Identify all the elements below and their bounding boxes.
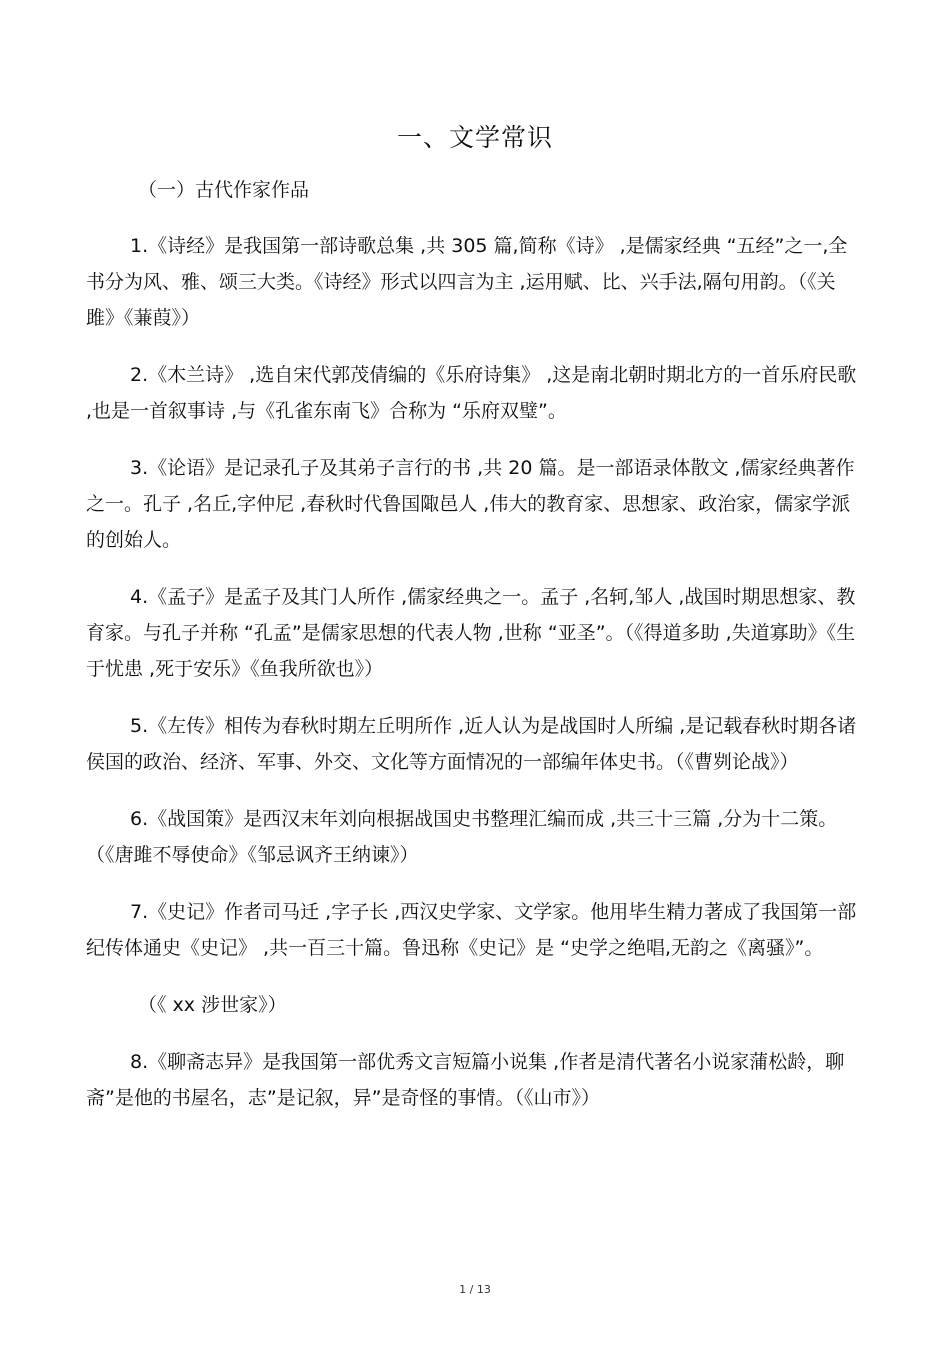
document-body xyxy=(86,228,864,1137)
page-title: 一、文学常识 xyxy=(396,123,553,152)
section-heading: （一）古代作家作品 xyxy=(138,179,310,201)
paragraph-lunyu: 3.《论语》是记录孔子及其弟子言行的书 ,共 20 篇。是一部语录体散文 ,儒家经典著作之一。孔子 ,名丘,字仲尼 ,春秋时代鲁国陬邑人 ,伟大的教育家、思想家、政治家，儒家学派的创始人。 xyxy=(86,457,855,551)
paragraph-mulanshi: 2.《木兰诗》 ,选自宋代郭茂倩编的《乐府诗集》 ,这是南北朝时期北方的一首乐府民歌 ,也是一首叙事诗 ,与《孔雀东南飞》合称为 “乐府双璧”。 xyxy=(86,364,857,422)
paragraph-mengzi: 4.《孟子》是孟子及其门人所作 ,儒家经典之一。孟子 ,名轲,邹人 ,战国时期思想家、教育家。与孔子并称 “孔孟”是儒家思想的代表人物 ,世称 “亚圣”。（《得道多助 ,失道寡助》《生于忧患 ,死于安乐》《鱼我所欲也》） xyxy=(86,586,856,680)
paragraph-shijing: 1.《诗经》是我国第一部诗歌总集 ,共 305 篇,简称《诗》 ,是儒家经典 “五经”之一,全书分为风、雅、颂三大类。《诗经》形式以四言为主 ,运用赋、比、兴手法,隔句用韵。（《关雎》《蒹葭》） xyxy=(86,235,848,329)
page-indicator: 1 / 13 xyxy=(459,1283,491,1296)
paragraph-zhanguoce: 6.《战国策》是西汉末年刘向根据战国史书整理汇编而成 ,共三十三篇 ,分为十二策。（《唐雎不辱使命》《邹忌讽齐王纳谏》） xyxy=(86,808,838,866)
paragraph-shiji-note: （《 xx 涉世家》） xyxy=(138,994,287,1016)
paragraph-liaozhai: 8.《聊斋志异》是我国第一部优秀文言短篇小说集 ,作者是清代著名小说家蒲松龄，聊斋”是他的书屋名，志”是记叙，异”是奇怪的事情。（《山市》） xyxy=(86,1051,845,1109)
paragraph-shiji: 7.《史记》作者司马迁 ,字子长 ,西汉史学家、文学家。他用毕生精力著成了我国第一部纪传体通史《史记》 ,共一百三十篇。鲁迅称《史记》是 “史学之绝唱,无韵之《离骚》”。 xyxy=(86,901,857,959)
paragraph-zuozhuan: 5.《左传》相传为春秋时期左丘明所作 ,近人认为是战国时人所编 ,是记载春秋时期各诸侯国的政治、经济、军事、外交、文化等方面情况的一部编年体史书。（《曹刿论战》） xyxy=(86,715,857,773)
